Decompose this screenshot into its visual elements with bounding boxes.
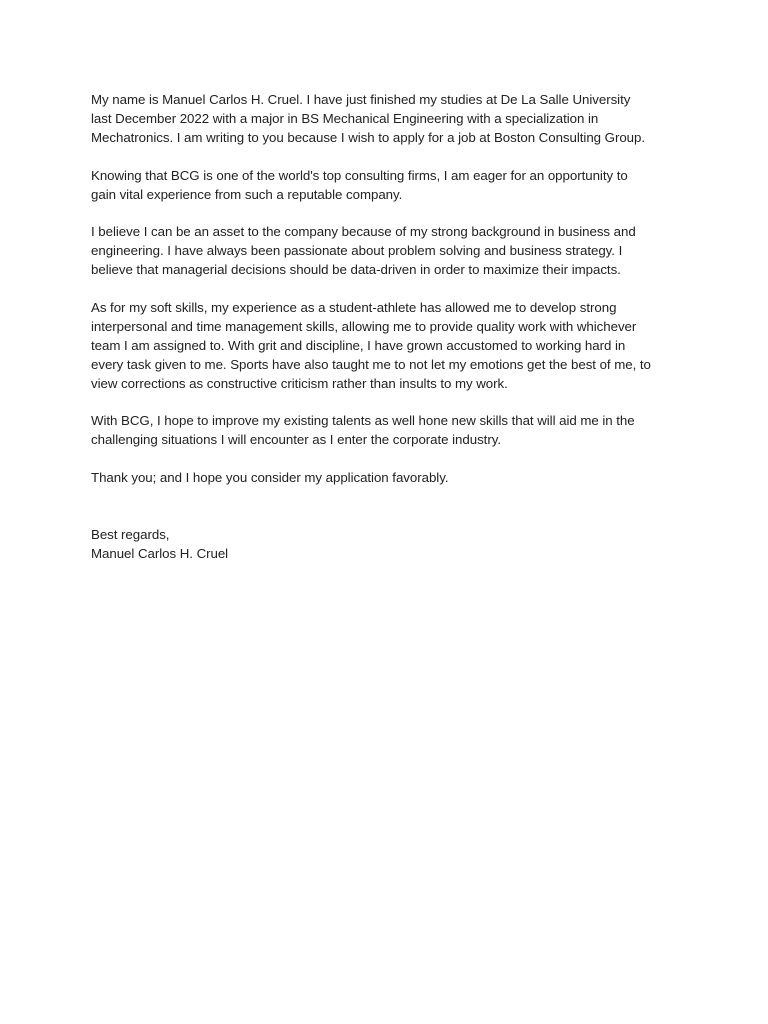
text-line: believe that managerial decisions should be data-driven in order to maximize their impacts. — [91, 262, 621, 278]
paragraph-goals — [91, 412, 691, 450]
text-line: I believe I can be an asset to the company because of my strong background in business and — [91, 224, 636, 240]
text-line: view corrections as constructive criticism rather than insults to my work. — [91, 375, 508, 391]
text-line: Mechatronics. I am writing to you because I wish to apply for a job at Boston Consulting Group. — [91, 129, 646, 145]
signature-name: Manuel Carlos H. Cruel — [91, 545, 229, 561]
text-line: Knowing that BCG is one of the world's top consulting firms, I am eager for an opportunity to — [91, 167, 628, 183]
text-line: engineering. I have always been passionate about problem solving and business strategy. I — [91, 243, 623, 259]
text-line: gain vital experience from such a reputable company. — [91, 186, 403, 202]
cover-letter-body — [91, 91, 691, 564]
text-line: team I am assigned to. With grit and discipline, I have grown accustomed to working hard in — [91, 337, 626, 353]
text-line: My name is Manuel Carlos H. Cruel. I have just finished my studies at De La Salle University — [91, 92, 631, 107]
text-line: every task given to me. Sports have also taught me to not let my emotions get the best of me, to — [91, 356, 651, 372]
letter-closing — [91, 526, 691, 564]
paragraph-background — [91, 223, 691, 280]
text-line: interpersonal and time management skills, allowing me to provide quality work with whichever — [91, 318, 637, 334]
salutation: Best regards, — [91, 526, 170, 542]
text-line: Thank you; and I hope you consider my application favorably. — [91, 470, 449, 486]
text-line: last December 2022 with a major in BS Mechanical Engineering with a specialization in — [91, 110, 599, 126]
paragraph-motivation — [91, 167, 691, 205]
paragraph-thanks — [91, 469, 691, 488]
paragraph-introduction — [91, 91, 691, 148]
text-line: challenging situations I will encounter as I enter the corporate industry. — [91, 432, 501, 448]
text-line: With BCG, I hope to improve my existing talents as well hone new skills that will aid me in the — [91, 413, 635, 429]
text-line: As for my soft skills, my experience as a student-athlete has allowed me to develop strong — [91, 299, 617, 315]
paragraph-soft-skills — [91, 299, 691, 394]
